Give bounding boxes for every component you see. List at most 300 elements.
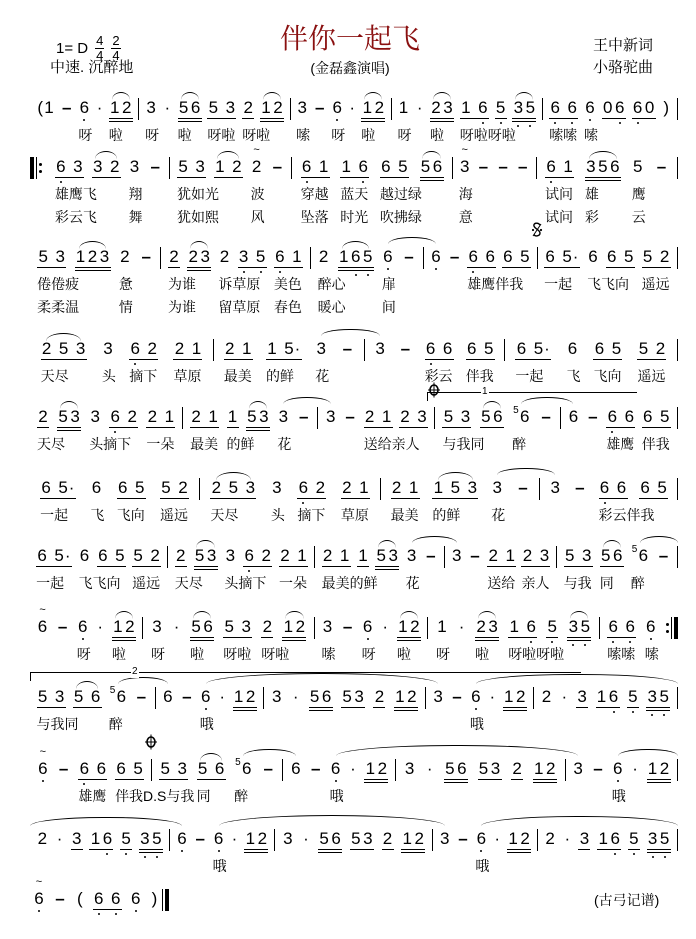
lyric-verse-2: 留草原 — [218, 299, 261, 315]
note: 6 — [599, 478, 610, 497]
note-group — [75, 889, 85, 909]
note-group — [439, 829, 451, 849]
notation-row — [30, 889, 169, 911]
measure — [264, 687, 426, 708]
lyric-verse-1: 摘下 — [129, 368, 158, 384]
note-group — [430, 247, 442, 267]
rhythm-dot: · — [173, 617, 180, 636]
rhythm-dot: · — [494, 829, 501, 848]
note-group — [309, 687, 333, 708]
barline — [677, 98, 678, 120]
note: 6 — [110, 407, 120, 426]
note: 5 — [629, 829, 639, 848]
note-group — [36, 546, 72, 591]
note-group — [297, 407, 311, 427]
measure — [445, 546, 556, 591]
note: 2 — [147, 339, 157, 358]
measure — [183, 407, 317, 452]
lyric-verse-1: 倦倦疲 — [37, 276, 80, 292]
slur-arc — [321, 329, 380, 336]
note-group — [450, 687, 464, 707]
lyric-verse-2: 为谁 — [167, 299, 196, 315]
note: 2 — [295, 617, 306, 636]
note: 5 — [445, 759, 455, 778]
note: 1 — [75, 247, 86, 266]
note: 6 — [201, 687, 211, 706]
note-group — [150, 617, 165, 662]
slur-arc — [497, 468, 555, 475]
note: 6 — [467, 339, 477, 358]
measure — [435, 405, 560, 452]
note-group — [167, 247, 196, 315]
note-group — [602, 98, 626, 119]
note: 5 — [208, 98, 219, 117]
note: 6 — [616, 478, 627, 497]
lyric-verse-1: 与我同 — [36, 716, 79, 732]
measure — [48, 157, 169, 225]
note-group — [641, 247, 671, 292]
lyric-verse-1: 扉 — [381, 276, 396, 292]
note: 2 — [512, 759, 522, 778]
note-group — [73, 687, 102, 708]
lyric-verse-1: 雄鹰飞 — [54, 186, 97, 202]
note: 1 — [359, 478, 369, 497]
note-group — [159, 478, 189, 523]
note: 1 — [267, 339, 277, 358]
lyric-verse-1: 翔 — [128, 186, 143, 202]
note-group — [611, 759, 626, 804]
note-group — [261, 759, 275, 779]
note: 5 — [224, 617, 234, 636]
note: 1 — [437, 617, 447, 636]
note-group — [448, 247, 462, 267]
grace-note: 5 — [513, 405, 519, 416]
note-group — [146, 407, 175, 452]
note-group — [214, 157, 243, 178]
note: ~ 6 — [38, 617, 48, 637]
key-label: 1= D — [56, 39, 89, 57]
sustain-dash: – — [342, 617, 353, 636]
lyric-verse-1: 越过绿 — [379, 186, 422, 202]
note: 5 — [443, 407, 454, 426]
lyric-verse-1: 嗦嗦 — [549, 127, 578, 143]
lyric-verse-1: 哦 — [611, 788, 626, 804]
note-group — [40, 478, 76, 523]
note-group — [503, 687, 527, 708]
coda-icon — [144, 734, 158, 750]
note-group — [89, 407, 132, 452]
note: 2 — [414, 829, 424, 848]
rhythm-dot: · — [426, 759, 433, 778]
note-group — [279, 546, 308, 591]
note-group — [78, 759, 107, 804]
note-group — [234, 757, 253, 804]
note: 5 — [533, 339, 544, 358]
note-group — [373, 687, 385, 708]
sustain-dash: – — [400, 339, 411, 358]
note-group — [238, 247, 267, 268]
note: 6 — [503, 247, 513, 266]
note: 1 — [233, 687, 244, 706]
lyric-verse-1: 遥远 — [132, 575, 161, 591]
note: 2 — [273, 98, 283, 117]
note-group — [361, 98, 385, 143]
note-group — [134, 687, 148, 707]
note-group — [212, 829, 227, 874]
note-group — [430, 98, 454, 143]
note: 2 — [364, 407, 375, 426]
rhythm-dot: · — [561, 687, 568, 706]
note: 5 — [660, 407, 670, 426]
note-group — [130, 889, 142, 909]
note-group — [596, 687, 620, 708]
note-group — [129, 339, 158, 384]
lyric-verse-1: 最美 — [390, 507, 419, 523]
note: 2 — [382, 829, 393, 848]
note-group — [243, 546, 272, 567]
note-group — [290, 759, 302, 779]
measure — [30, 98, 138, 143]
lyric-verse-1: 天尽 — [37, 436, 66, 452]
note: 2 — [109, 157, 120, 176]
note: 6 — [594, 339, 605, 358]
note: 2 — [169, 247, 179, 266]
note-group — [36, 687, 79, 732]
note: 2 — [225, 339, 235, 358]
barline-thick — [30, 157, 34, 179]
note-group — [309, 759, 323, 779]
lyric-verse-1: 啦 — [475, 646, 490, 662]
note-group — [468, 546, 482, 566]
note: 3 — [325, 407, 336, 426]
note-group — [109, 407, 138, 428]
note: 3 — [241, 617, 251, 636]
note: 5 — [58, 339, 69, 358]
note-group — [92, 157, 121, 178]
note-group — [329, 759, 344, 804]
lyric-verse-1: 为谁 — [167, 276, 196, 292]
note: 3 — [146, 98, 156, 117]
note-group — [260, 98, 284, 119]
barline-dots — [39, 157, 42, 179]
rhythm-dot: · — [349, 98, 356, 117]
note-group — [218, 687, 227, 707]
measure — [30, 247, 160, 315]
note: 2 — [219, 247, 230, 266]
note-group — [37, 759, 49, 779]
note: 3 — [406, 546, 417, 565]
note-group — [78, 546, 121, 591]
sustain-dash: – — [58, 759, 69, 778]
note-group — [459, 98, 516, 143]
note: 2 — [377, 759, 388, 778]
note-group — [282, 829, 294, 849]
note-group — [435, 617, 450, 662]
note: 5 — [659, 829, 670, 848]
note: 3 — [225, 98, 236, 117]
song-title: 伴你一起飞 — [279, 23, 420, 54]
note-group — [398, 339, 412, 359]
note: 1 — [509, 617, 519, 636]
note: 2 — [659, 247, 670, 266]
note-group — [244, 829, 268, 850]
measure — [200, 478, 380, 523]
time-numerator: 4 — [96, 33, 104, 48]
note: 3 — [573, 759, 583, 778]
tempo-marking: 中速. 沉醉地 — [50, 59, 134, 76]
note: 2 — [37, 829, 48, 848]
notation-row — [30, 685, 678, 732]
note: 5 — [161, 478, 171, 497]
note-group — [396, 617, 421, 662]
barline-thick — [674, 617, 678, 639]
sustain-dash: – — [449, 247, 460, 266]
note-group — [315, 339, 330, 384]
note: 3 — [259, 407, 269, 426]
rhythm-dot: · — [350, 759, 356, 778]
note: 2 — [516, 687, 526, 706]
note-group — [230, 829, 239, 849]
note: 6 — [214, 759, 225, 778]
note-group — [381, 617, 390, 637]
note-group — [512, 405, 531, 452]
note: 6 — [567, 98, 577, 117]
note-group — [607, 617, 636, 662]
note-group — [382, 829, 394, 850]
lyric-verse-1: 飞飞向 — [78, 575, 121, 591]
note-group — [162, 687, 174, 707]
note-group — [606, 407, 635, 452]
note-group — [655, 157, 669, 177]
note: 3 — [647, 687, 657, 706]
note: 3 — [577, 687, 587, 706]
note-group — [399, 407, 428, 428]
note-group — [397, 98, 412, 143]
measure — [30, 617, 142, 662]
rhythm-dot: · — [68, 478, 75, 497]
note: 6 — [362, 617, 373, 636]
note-group — [271, 687, 283, 707]
lyric-verse-2: 时光 — [340, 209, 369, 225]
note: 5 — [38, 247, 48, 266]
slur-arc — [243, 749, 295, 756]
grace-note: 5 — [631, 544, 638, 555]
note: 6 — [526, 617, 536, 636]
sustain-dash: – — [593, 759, 603, 778]
note: 1 — [395, 687, 405, 706]
note-group — [270, 157, 284, 177]
parenthesis: ( — [77, 889, 83, 908]
note: 5 — [115, 546, 125, 565]
sustain-dash: – — [195, 829, 206, 848]
transcriber-credit: (古弓记谱) — [594, 892, 660, 908]
lyric-verse-1: 嗦 — [583, 127, 598, 143]
lyric-verse-2: 坠落 — [300, 209, 329, 225]
note: 3 — [451, 546, 462, 565]
measure — [30, 478, 199, 523]
lyric-verse-2: 间 — [381, 299, 396, 315]
notation-row — [30, 829, 678, 874]
note-group — [57, 759, 71, 779]
lyric-verse-1: 遥远 — [637, 368, 666, 384]
notation-row — [30, 98, 678, 143]
note: 6 — [332, 98, 342, 117]
note: 3 — [322, 617, 333, 636]
note-group — [148, 157, 162, 177]
barline-thick — [165, 889, 169, 911]
note-group — [567, 407, 579, 427]
note-group — [456, 829, 470, 849]
note: 6 — [442, 339, 453, 358]
note-group — [394, 687, 418, 708]
lyric-verse-1: 亲人 — [521, 575, 550, 591]
note-group — [488, 687, 497, 707]
sustain-dash: – — [61, 98, 72, 117]
note-group — [93, 889, 122, 910]
note-group — [71, 829, 83, 850]
note: 2 — [407, 687, 417, 706]
note: 5 — [255, 247, 266, 266]
lyric-verse-1: 彩云 — [424, 368, 453, 384]
note: ~ 6 — [38, 759, 48, 779]
lyric-verse-1: 最美 — [223, 368, 252, 384]
note-group — [90, 478, 105, 523]
note: 1 — [398, 98, 409, 117]
note-group — [101, 339, 116, 384]
note-group — [516, 478, 530, 498]
measure — [540, 478, 677, 523]
note: 3 — [140, 829, 150, 848]
note-group — [150, 889, 160, 909]
note-group — [375, 546, 399, 567]
note: 6 — [241, 759, 252, 778]
note: 2 — [315, 478, 326, 497]
note: 6 — [301, 157, 312, 176]
note: 5 — [659, 687, 669, 706]
note: 2 — [342, 478, 352, 497]
measure — [538, 247, 677, 292]
measure — [561, 407, 677, 452]
composer-credit: 小骆驼曲 — [593, 59, 654, 76]
note: 3 — [443, 98, 453, 117]
note-group — [223, 339, 253, 384]
lyric-verse-2: 彩 — [584, 209, 599, 225]
lyric-verse-1: 最美的鲜 — [321, 575, 378, 591]
note-group — [639, 478, 668, 499]
lyric-verse-1: 一起 — [544, 276, 573, 292]
note: 5 — [632, 157, 643, 176]
note: 5 — [351, 829, 361, 848]
note: 3 — [433, 687, 443, 706]
note-group — [196, 759, 226, 804]
note-group — [96, 617, 105, 637]
lyric-verse-1: 飞向 — [593, 368, 622, 384]
note: 6 — [203, 617, 213, 636]
note: 6 — [79, 98, 90, 117]
note: 2 — [262, 617, 273, 636]
sustain-dash: – — [298, 407, 309, 426]
note-group — [420, 157, 444, 178]
measure — [161, 247, 309, 315]
note-group — [576, 687, 588, 708]
note: 5 — [134, 478, 145, 497]
note-group — [57, 407, 81, 428]
final-bar-sign — [162, 889, 169, 911]
note-group — [116, 478, 146, 523]
measure — [143, 617, 314, 662]
note: 6 — [632, 98, 643, 117]
note: 5 — [495, 98, 506, 117]
note: 5 — [58, 407, 68, 426]
note: 1 — [110, 98, 120, 117]
note: 6 — [116, 759, 126, 778]
note-group — [300, 157, 330, 225]
barline — [677, 407, 678, 429]
note: 2 — [488, 546, 498, 565]
note: 2 — [174, 339, 185, 358]
note-group — [563, 546, 593, 591]
note: 1 — [358, 546, 368, 565]
rhythm-dot: · — [632, 759, 638, 778]
note-group — [597, 829, 621, 850]
note-group — [546, 617, 558, 638]
lyric-verse-1: 同 — [196, 788, 211, 804]
note: 5 — [37, 687, 48, 706]
lyric-verse-1: 遥远 — [159, 507, 188, 523]
note: 2 — [147, 407, 158, 426]
note-group — [321, 546, 378, 591]
note: 1 — [44, 98, 54, 117]
note: 1 — [362, 98, 373, 117]
barline — [677, 478, 678, 500]
singer-credit: (金磊鑫演唱) — [310, 60, 390, 76]
note: 3 — [272, 687, 282, 706]
note-group — [401, 829, 425, 850]
note-group — [75, 247, 111, 268]
measure — [392, 98, 543, 143]
volta-bracket — [427, 386, 637, 401]
barline — [677, 247, 678, 269]
rhythm-dot: · — [489, 687, 496, 706]
note: 6 — [625, 617, 635, 636]
lyric-verse-1: 彩云伴我 — [598, 507, 655, 523]
note: 2 — [374, 687, 385, 706]
note: 5 — [191, 617, 201, 636]
note-group — [132, 546, 161, 591]
note-group — [647, 829, 671, 850]
note-group — [598, 478, 655, 523]
note: 5 — [638, 339, 649, 358]
note: 6 — [610, 829, 620, 848]
note-group — [341, 617, 355, 637]
note: 6 — [298, 478, 309, 497]
note-group — [442, 407, 485, 452]
measure — [365, 339, 504, 384]
sustain-dash: – — [518, 478, 528, 497]
lyric-verse-2: 情 — [118, 299, 133, 315]
sustain-dash: – — [182, 687, 192, 706]
note: 5 — [624, 247, 634, 266]
measure — [537, 157, 677, 225]
note-group — [313, 98, 327, 118]
note: 5 — [450, 478, 461, 497]
note-group — [533, 759, 557, 780]
note: 5 — [309, 687, 320, 706]
lyric-verse-1: 波 — [250, 186, 265, 202]
note: 2 — [188, 247, 198, 266]
note-group — [549, 98, 578, 143]
note-group — [364, 759, 388, 780]
